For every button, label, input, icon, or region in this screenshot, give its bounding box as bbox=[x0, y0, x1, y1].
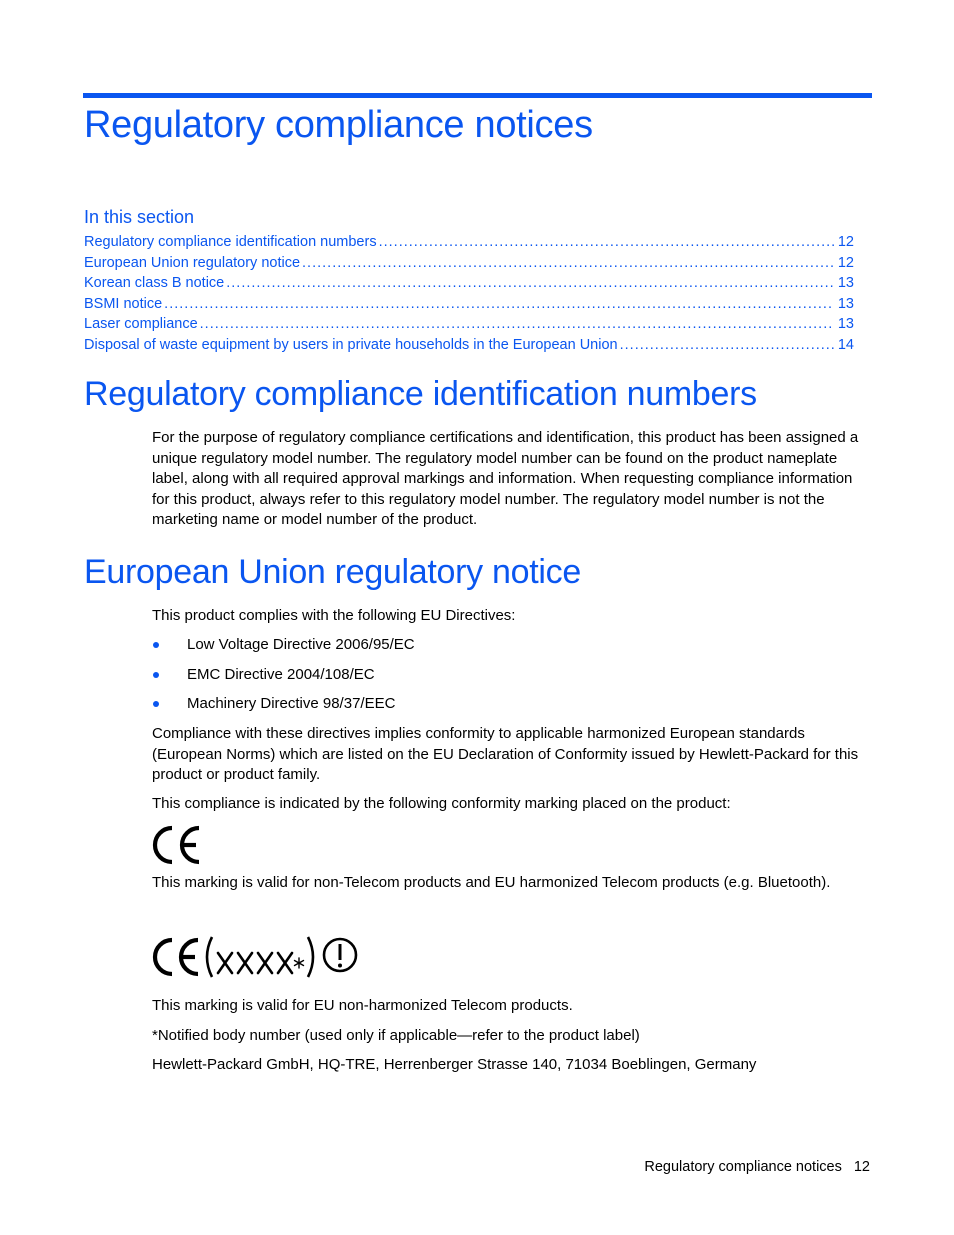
toc-entry-label: Laser compliance bbox=[84, 316, 198, 332]
toc-entry-label: BSMI notice bbox=[84, 295, 163, 312]
toc-entry-disposal[interactable] bbox=[84, 335, 854, 356]
ce-note: This marking is valid for non-Telecom products and EU harmonized Telecom products (e.g. Bluetooth). bbox=[152, 874, 831, 891]
notified-body-note: *Notified body number (used only if applicable—refer to the product label) bbox=[152, 1027, 640, 1044]
hp-address: Hewlett-Packard GmbH, HQ-TRE, Herrenberger Strasse 140, 71034 Boeblingen, Germany bbox=[152, 1056, 757, 1073]
toc-leader bbox=[198, 314, 834, 335]
toc-entry-identification[interactable] bbox=[84, 232, 854, 253]
bullet-icon bbox=[153, 701, 159, 707]
toc-entry-korean[interactable] bbox=[84, 273, 854, 294]
chapter-title: Regulatory compliance notices bbox=[84, 104, 593, 146]
toc bbox=[84, 207, 854, 355]
list-item: Low Voltage Directive 2006/95/EC bbox=[152, 635, 852, 665]
toc-entry-label: Regulatory compliance identification numbers bbox=[84, 234, 377, 250]
page-number: 12 bbox=[853, 1159, 870, 1175]
toc-entry-laser[interactable] bbox=[84, 314, 854, 335]
page-footer bbox=[600, 1159, 870, 1175]
toc-entry-page: 13 bbox=[837, 275, 854, 291]
footer-label: Regulatory compliance notices bbox=[644, 1159, 842, 1175]
identification-body: For the purpose of regulatory compliance certifications and identification, this product has been assigned a unique regulatory model number. The regulatory model number can be found on the product nameplate label, along with all required approval markings and information. When requesting compliance information for this product, always refer to this regulatory model number. The regulatory model number is not the marketing name or model number of the product. bbox=[152, 429, 859, 528]
bullet-icon bbox=[153, 642, 159, 648]
toc-leader bbox=[300, 253, 834, 274]
toc-entry-eu[interactable] bbox=[84, 253, 854, 274]
toc-entry-bsmi[interactable] bbox=[84, 294, 854, 315]
list-item: EMC Directive 2004/108/EC bbox=[152, 665, 852, 695]
eu-conformity: Compliance with these directives implies conformity to applicable harmonized European standards (European Norms) which are listed on the EU Declaration of Conformity issued by Hewlett-Packard for this product or product family. bbox=[152, 725, 859, 783]
bullet-icon bbox=[153, 672, 159, 678]
toc-heading: In this section bbox=[84, 207, 195, 227]
ce-ext-note: This marking is valid for EU non-harmonized Telecom products. bbox=[152, 997, 573, 1014]
directive-list bbox=[152, 635, 852, 724]
toc-entry-label: Disposal of waste equipment by users in private households in the European Union bbox=[84, 336, 618, 353]
toc-leader bbox=[224, 273, 834, 294]
top-rule bbox=[83, 93, 872, 98]
toc-leader bbox=[618, 335, 834, 356]
section-title-eu: European Union regulatory notice bbox=[84, 553, 581, 591]
toc-leader bbox=[377, 232, 834, 253]
ce-mark-icon bbox=[152, 824, 202, 866]
list-item: Machinery Directive 98/37/EEC bbox=[152, 694, 852, 724]
section-title-identification: Regulatory compliance identification numbers bbox=[84, 375, 757, 413]
toc-leader bbox=[162, 294, 834, 315]
toc-entry-page: 14 bbox=[837, 336, 854, 353]
toc-entry-label: Korean class B notice bbox=[84, 275, 225, 291]
toc-entry-page: 13 bbox=[837, 295, 854, 312]
eu-marking-intro: This compliance is indicated by the following conformity marking placed on the product: bbox=[152, 795, 731, 812]
toc-entry-page: 12 bbox=[837, 234, 854, 250]
toc-entry-page: 13 bbox=[837, 316, 854, 332]
eu-intro: This product complies with the following EU Directives: bbox=[152, 607, 516, 624]
ce-telecom-mark-icon bbox=[152, 934, 382, 980]
toc-entry-page: 12 bbox=[837, 254, 854, 271]
toc-entry-label: European Union regulatory notice bbox=[84, 254, 301, 271]
